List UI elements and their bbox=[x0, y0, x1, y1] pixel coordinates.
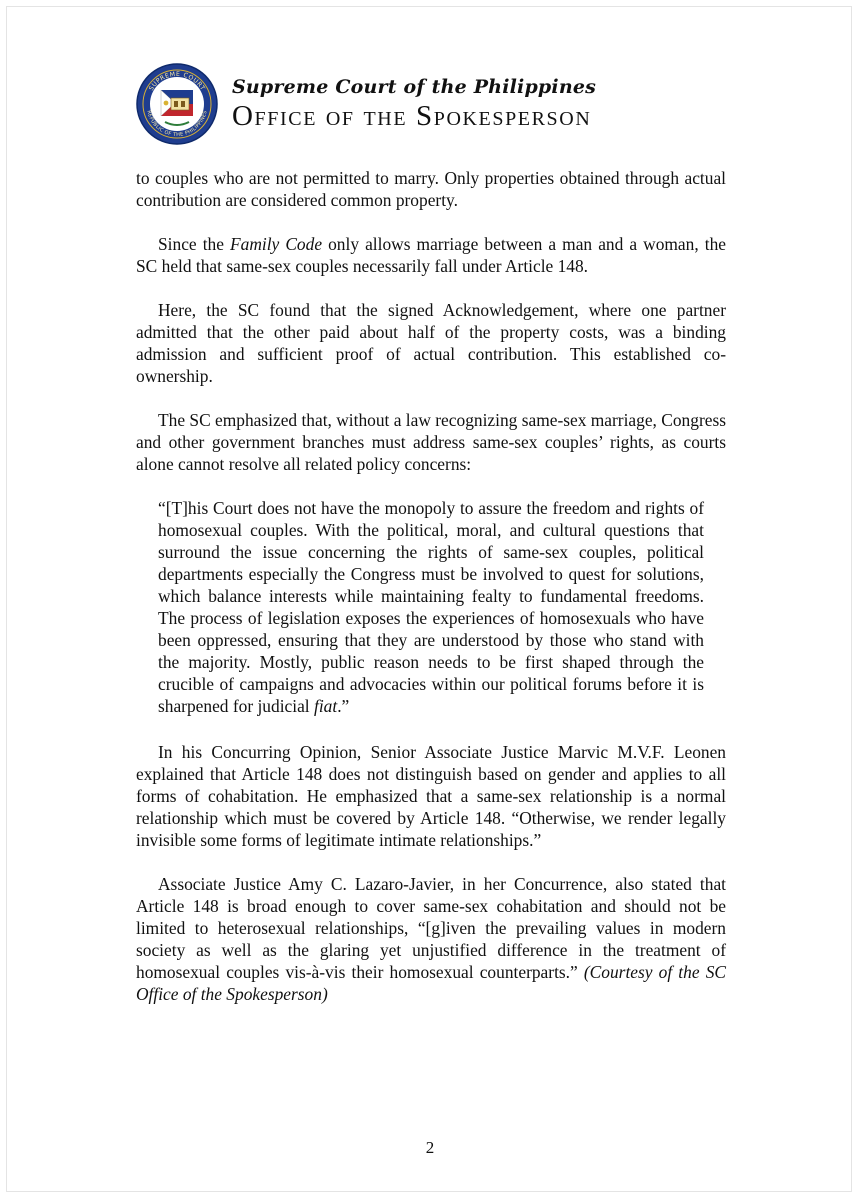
supreme-court-seal-icon bbox=[135, 62, 219, 146]
paragraph: The SC emphasized that, without a law recognizing same-sex marriage, Congress and other government branches must address same-sex couples’ rights, as courts alone cannot resolve all related policy concerns: bbox=[136, 410, 726, 474]
office-name: Office of the Spokesperson bbox=[232, 100, 592, 132]
svg-text:REPUBLIC OF THE PHILIPPINES: REPUBLIC OF THE PHILIPPINES bbox=[145, 109, 209, 139]
emphasis-family-code: Family Code bbox=[230, 234, 323, 254]
paragraph: to couples who are not permitted to marry. Only properties obtained through actual contribution are considered common property. bbox=[136, 168, 726, 210]
courtesy-note: (Courtesy of the SC Office of the Spokesperson) bbox=[136, 962, 726, 1004]
court-name: Supreme Court of the Philippines bbox=[232, 76, 597, 98]
paragraph: Since the Family Code only allows marriage between a man and a woman, the SC held that same-sex couples necessarily fall under Article 148. bbox=[136, 234, 726, 276]
emphasis-fiat: fiat bbox=[313, 696, 338, 716]
block-quote: “[T]his Court does not have the monopoly to assure the freedom and rights of homosexual couples. With the political, moral, and cultural questions that surround the issue concerning the rights of same-sex couples, political departments especially the Congress must be involved to quest for solutions, which balance interests while maintaining fealty to fundamental freedoms. The process of legislation exposes the experiences of homosexuals who have been oppressed, ensuring that they are understood by those who stand with the majority. Mostly, public reason needs to be first shaped through the crucible of campaigns and advocacies within our political forums before it is sharpened for judicial fiat.” bbox=[158, 498, 704, 716]
letterhead-text bbox=[232, 78, 596, 131]
letterhead bbox=[135, 62, 695, 138]
paragraph: Here, the SC found that the signed Acknowledgement, where one partner admitted that the other paid about half of the property costs, was a binding admission and sufficient proof of actual contribution. This established co-ownership. bbox=[136, 300, 726, 386]
paragraph: Associate Justice Amy C. Lazaro-Javier, in her Concurrence, also stated that Article 148 is broad enough to cover same-sex cohabitation and should not be limited to heterosexual relationships, “[g]iven the prevailing values in modern society as well as the glaring yet unjustified difference in the treatment of homosexual couples vis-à-vis their homosexual counterparts.” (Courtesy of the SC Office of the Spokesperson) bbox=[136, 874, 726, 1004]
paragraph: In his Concurring Opinion, Senior Associate Justice Marvic M.V.F. Leonen explained that Article 148 does not distinguish based on gender and applies to all forms of cohabitation. He emphasized that a same-sex relationship is a normal relationship which must be covered by Article 148. “Otherwise, we render legally invisible some forms of legitimate intimate relationships.” bbox=[136, 742, 726, 850]
svg-text:SUPREME COURT: SUPREME COURT bbox=[147, 70, 207, 93]
page-number: 2 bbox=[425, 1138, 435, 1157]
document-body bbox=[136, 167, 726, 1027]
